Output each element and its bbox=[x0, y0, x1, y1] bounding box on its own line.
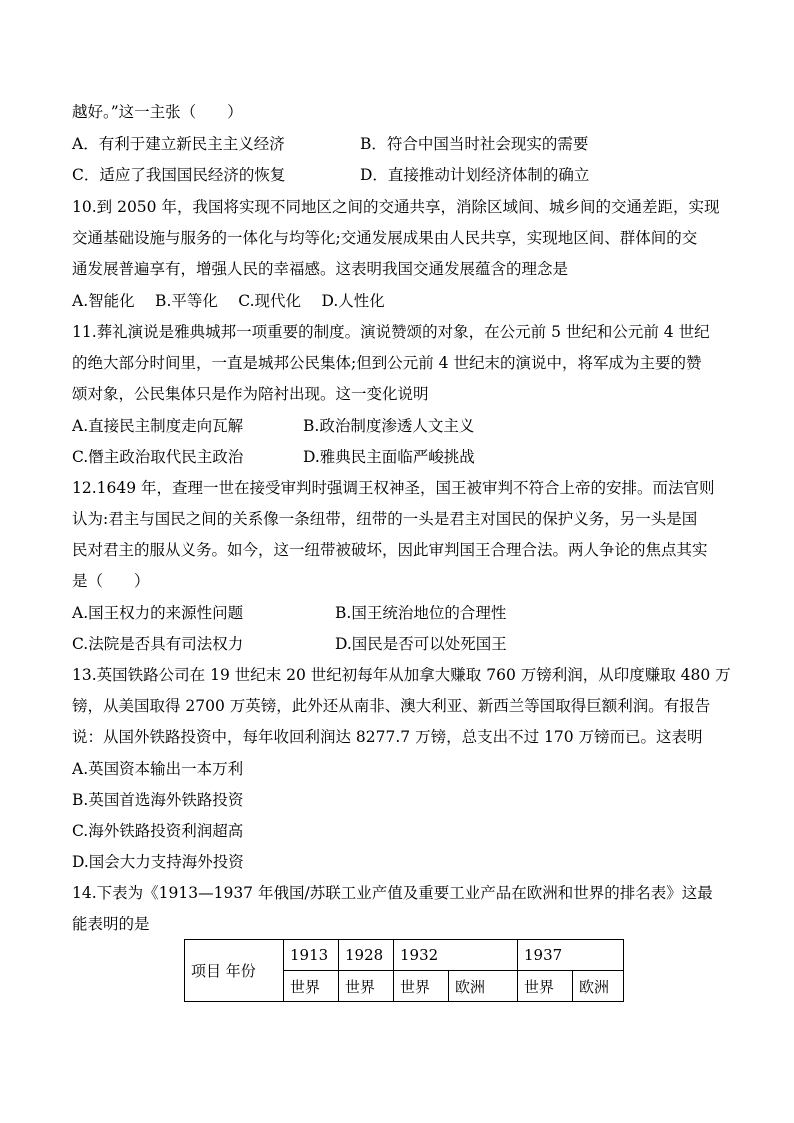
choice-a: A.国王权力的来源性问题 bbox=[72, 604, 244, 622]
question-13-line: 镑，从美国取得 2700 万英镑，此外还从南非、澳大利亚、新西兰等国取得巨额利润。有报告 bbox=[72, 697, 711, 715]
question-13-line: 说：从国外铁路投资中，每年收回利润达 8277.7 万镑，总支出不过 170 万镑而已。这表明 bbox=[72, 728, 703, 746]
choice-c: C.僭主政治取代民主政治 bbox=[72, 448, 244, 466]
year-header-cell: 1932 bbox=[394, 940, 518, 971]
year-header-cell: 1928 bbox=[339, 940, 394, 971]
question-14-line: 能表明的是 bbox=[72, 915, 150, 933]
question-13-line: 13.英国铁路公司在 19 世纪末 20 世纪初每年从加拿大赚取 760 万镑利润，从印度赚取 480 万 bbox=[72, 666, 731, 684]
scope-header-cell: 世界 bbox=[284, 971, 339, 1002]
question-11-line: 颂对象，公民集体只是作为陪衬出现。这一变化说明 bbox=[72, 385, 429, 403]
question-12-line: 12.1649 年，查理一世在接受审判时强调王权神圣，国王被审判不符合上帝的安排。而法官则 bbox=[72, 479, 715, 497]
question-12-line: 认为:君主与国民之间的关系像一条纽带，纽带的一头是君主对国民的保护义务，另一头是国 bbox=[72, 510, 698, 528]
year-header-cell: 1937 bbox=[518, 940, 624, 971]
table-corner-cell: 项目 年份 bbox=[185, 940, 284, 1002]
table-row bbox=[185, 940, 624, 971]
choice-d: D．直接推动计划经济体制的确立 bbox=[360, 166, 590, 184]
choice-b: B.英国首选海外铁路投资 bbox=[72, 791, 244, 809]
scope-header-cell: 世界 bbox=[394, 971, 449, 1002]
question-10-line: 10.到 2050 年，我国将实现不同地区之间的交通共享，消除区域间、城乡间的交通差距，实现 bbox=[72, 198, 720, 216]
question-10-line: 通发展普遍享有，增强人民的幸福感。这表明我国交通发展蕴含的理念是 bbox=[72, 260, 569, 278]
choice-c: C.海外铁路投资利润超高 bbox=[72, 822, 244, 840]
scope-header-cell: 欧洲 bbox=[573, 971, 624, 1002]
choice-b: B.政治制度渗透人文主义 bbox=[303, 417, 475, 435]
question-11-line: 11.葬礼演说是雅典城邦一项重要的制度。演说赞颂的对象，在公元前 5 世纪和公元前 4 世纪 bbox=[72, 323, 710, 341]
question-12-line: 是（ ） bbox=[72, 572, 150, 590]
choice-c: C.法院是否具有司法权力 bbox=[72, 635, 244, 653]
question-11-line: 的绝大部分时间里，一直是城邦公民集体;但到公元前 4 世纪末的演说中，将军成为主要的赞 bbox=[72, 354, 702, 372]
choice-a: A．有利于建立新民主主义经济 bbox=[72, 135, 285, 153]
scope-header-cell: 欧洲 bbox=[449, 971, 518, 1002]
choice-d: D.国民是否可以处死国王 bbox=[335, 635, 507, 653]
choice-b: B.国王统治地位的合理性 bbox=[335, 604, 507, 622]
year-header-cell: 1913 bbox=[284, 940, 339, 971]
question-12-line: 民对君主的服从义务。如今，这一纽带被破坏，因此审判国王合理合法。两人争论的焦点其实 bbox=[72, 541, 708, 559]
choice-d: D.雅典民主面临严峻挑战 bbox=[303, 448, 475, 466]
choice-d: D.国会大力支持海外投资 bbox=[72, 853, 244, 871]
choice-a: A.直接民主制度走向瓦解 bbox=[72, 417, 244, 435]
scope-header-cell: 世界 bbox=[339, 971, 394, 1002]
choice-b: B．符合中国当时社会现实的需要 bbox=[360, 135, 589, 153]
choice-c: C．适应了我国国民经济的恢复 bbox=[72, 166, 286, 184]
question-10-choices: A.智能化 B.平等化 C.现代化 D.人性化 bbox=[72, 292, 385, 310]
scope-header-cell: 世界 bbox=[518, 971, 573, 1002]
question-14-line: 14.下表为《1913—1937 年俄国/苏联工业产值及重要工业产品在欧洲和世界的排名表》这最 bbox=[72, 884, 713, 902]
question-10-line: 交通基础设施与服务的一体化与均等化;交通发展成果由人民共享，实现地区间、群体间的交 bbox=[72, 229, 698, 247]
choice-a: A.英国资本输出一本万利 bbox=[72, 760, 244, 778]
text-line: 越好。”这一主张（ ） bbox=[72, 103, 243, 121]
ranking-table bbox=[184, 939, 624, 1002]
